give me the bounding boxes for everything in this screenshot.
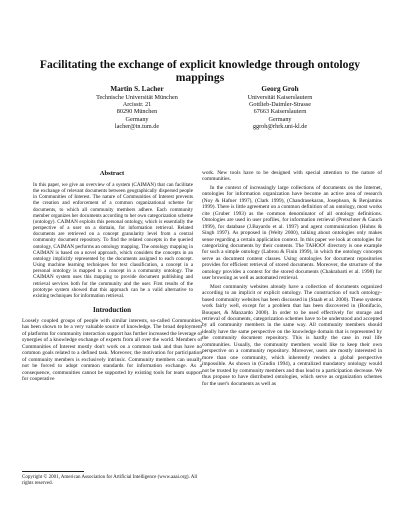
author-address: Gottlieb-Daimler-Strasse: [248, 101, 312, 109]
author-email: lacher@in.tum.de: [114, 122, 160, 130]
copyright-notice: Copyright © 2001, American Association for Artificial Intelligence (www.aaai.org). All rights reserved.: [22, 475, 198, 487]
author-city: 80290 München: [116, 108, 158, 116]
author-block-1: [62, 85, 212, 130]
abstract-text: In this paper, we give an overview of a system (CAIMAN) that can facilitate the exchange of relevant documents between geographically dispersed people in Communities of Interest. The nature of Communities of Interest prevents the creation and enforcement of a common organizational scheme for documents, to which all community members adhere. Each community member organizes her documents according to her own categorization scheme (ontology). CAIMAN exploits this personal ontology, which is essentially the perspective of a user on a domain, for information retrieval. Related documents are retrieved on a concept granularity level from a central community document repository. To find the related concepts in the queried ontology, CAIMAN performs an ontology mapping. The ontology mapping in CAIMAN is based on a novel approach, which considers the concepts in an ontology implicitly represented by the documents assigned to each concept. Using machine learning techniques for text classification, a concept in a personal ontology is mapped to a concept in a community ontology. The CAIMAN system uses this mapping to provide document publishing and retrieval services both for the community and the user. First results of the prototype system showed that this approach can be a valid alternative to existing techniques for information retrieval.: [33, 182, 193, 299]
author-name: Georg Groh: [261, 85, 299, 93]
introduction-text: Loosely coupled groups of people with similar interests, so-called Communities, has been shown to be a very valuable source of knowledge. The broad deployment of platforms for community interaction support has further increased the leverage of synergies of a knowledge exchange of experts from all over the world. Members of Communities of Interest mostly don't work on a common task and thus have no common goals related to a defined task. Moreover, the motivation for participation of community members is exclusively intrinsic. Community members can usually not be forced to adopt common standards for information exchange. As a consequence, communities cannot be supported by existing tools for team support for cooperative: [22, 318, 202, 383]
author-country: Germany: [125, 115, 149, 123]
paragraph: Most community websites already have a collection of documents organized according to an implicit or explicit ontology. The construction of such ontology-based community websites has been discussed in (Staab et al. 2000). These systems work fairly well, except for a problem that has been discovered in (Bonifacio, Bouquet, & Manzardo 2000). In order to be used effectively for storage and retrieval of documents, categorization schemes have to be understood and accepted by all community members in the same way. All community members should ideally have the same perspective on the knowledge domain that is represented by the community document repository. This is hardly the case in real life communities. Usually, the community members would like to keep their own perspective on a community repository. Moreover, users are mostly interested in more than one community, which inherently renders a global perspective impossible. As shown in (Grudin 1994), a centralized mandatory ontology would not be trusted by community members and thus lead to a participation decrease. We thus propose to have distributed ontologies, which serve as organization schemes for the user's documents as well as: [202, 283, 382, 387]
right-column: [202, 170, 382, 387]
footnote-rule: [22, 471, 84, 472]
paragraph: work. New tools have to be designed with special attention to the nature of communities.: [202, 170, 382, 183]
author-city: 67663 Kaiserslautern: [253, 108, 307, 116]
author-affiliation: Technische Universität München: [96, 94, 178, 101]
author-affiliation: Universität Kaiserslautern: [247, 94, 313, 101]
author-address: Arcisstr. 21: [122, 101, 152, 109]
author-block-2: [205, 85, 355, 130]
introduction-heading: Introduction: [93, 306, 131, 314]
author-name: Martin S. Lacher: [110, 85, 164, 93]
abstract-heading: Abstract: [99, 170, 125, 177]
author-country: Germany: [268, 115, 292, 123]
paragraph: In the context of increasingly large collections of documents on the Internet, ontologies for information organization have become an active area of research (Noy & Hafner 1997), (Clark 1999), (Chandrasekaran, Josephson, & Benjamins 1999). There is little agreement on a common definition of an ontology, most works cite (Gruber 1993) as the common denominator of all ontology definitions. Ontologies are used in user profiles, for information retrieval (Pretschner & Gauch 1999), for database (J.Bayardo et al. 1997) and agent communication (Huhns & Singh 1997). As proposed in (Welty 2000), talking about ontologies only makes sense regarding a certain application context. In this paper we look at ontologies for categorizing documents by their contents. The TAHOO! directory is one example for such a simple ontology (Labrou & Finin 1999), in which the ontology concepts serve as document content classes. Using ontologies for document repositories provides for efficient retrieval of stored documents. Moreover, the structure of the ontology provides a context for the stored documents (Chakrabarti et al. 1998) for user browsing as well as automated retrieval.: [202, 184, 382, 282]
author-email: ggroh@rhrk.uni-kl.de: [252, 122, 308, 130]
paper-title: Facilitating the exchange of explicit knowledge through ontology mappings: [39, 58, 361, 84]
